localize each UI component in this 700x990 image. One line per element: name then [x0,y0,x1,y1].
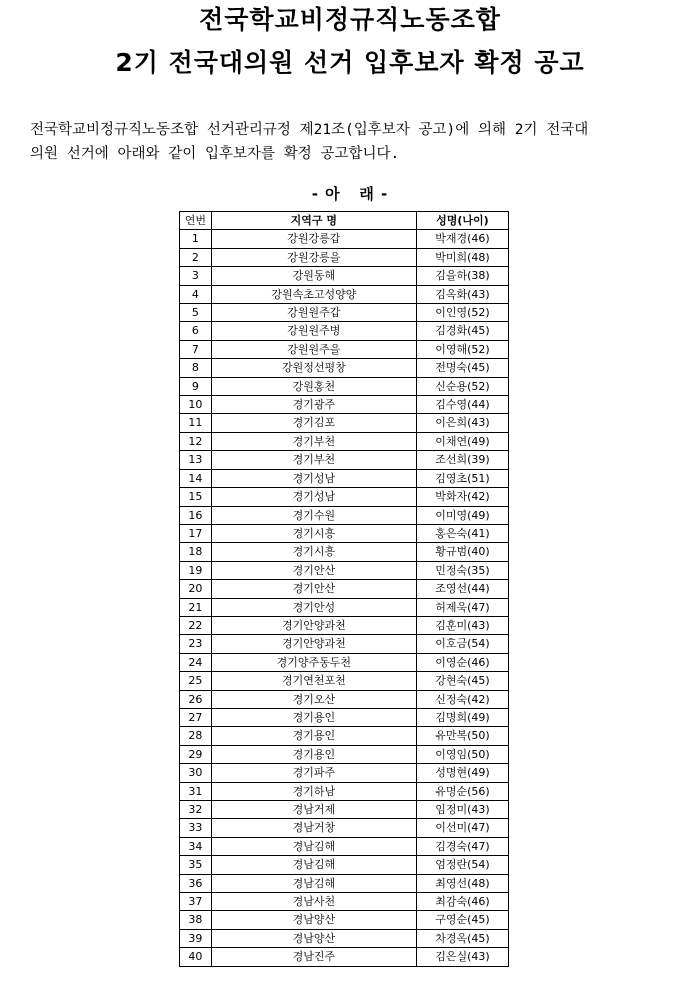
candidate-name-age: 이선미(47) [416,819,508,837]
row-number: 38 [180,911,212,929]
table-row [180,745,509,763]
candidate-name-age: 박화자(42) [416,488,508,506]
row-number: 33 [180,819,212,837]
candidate-name-age: 이영임(50) [416,745,508,763]
candidate-name-age: 유만복(50) [416,727,508,745]
district-name: 경기부천 [211,451,416,469]
column-header-name-age: 성명(나이) [416,212,508,230]
table-row [180,543,509,561]
district-name: 경기안양과천 [211,616,416,634]
column-header-district: 지역구 명 [211,212,416,230]
district-name: 경남양산 [211,911,416,929]
table-row [180,764,509,782]
candidate-name-age: 조선희(39) [416,451,508,469]
table-row [180,359,509,377]
row-number: 10 [180,396,212,414]
candidate-name-age: 임정미(43) [416,801,508,819]
table-row [180,267,509,285]
candidate-name-age: 김수영(44) [416,396,508,414]
district-name: 경기시흥 [211,524,416,542]
district-name: 경기안산 [211,561,416,579]
candidate-name-age: 차경옥(45) [416,929,508,947]
row-number: 16 [180,506,212,524]
district-name: 경기용인 [211,708,416,726]
intro-paragraph [30,118,680,166]
table-row [180,432,509,450]
table-row [180,635,509,653]
row-number: 26 [180,690,212,708]
candidate-name-age: 김영초(51) [416,469,508,487]
district-name: 경남김해 [211,837,416,855]
row-number: 13 [180,451,212,469]
row-number: 18 [180,543,212,561]
row-number: 28 [180,727,212,745]
table-row [180,801,509,819]
table-row [180,561,509,579]
table-header-row [180,212,509,230]
row-number: 32 [180,801,212,819]
district-name: 경기성남 [211,488,416,506]
table-row [180,837,509,855]
row-number: 27 [180,708,212,726]
candidate-name-age: 황규범(40) [416,543,508,561]
district-name: 강원속초고성양양 [211,285,416,303]
row-number: 24 [180,653,212,671]
row-number: 19 [180,561,212,579]
row-number: 34 [180,837,212,855]
candidate-name-age: 신순용(52) [416,377,508,395]
row-number: 36 [180,874,212,892]
candidate-name-age: 구영순(45) [416,911,508,929]
district-name: 강원원주병 [211,322,416,340]
table-row [180,782,509,800]
row-number: 3 [180,267,212,285]
candidate-name-age: 김경숙(47) [416,837,508,855]
district-name: 경기용인 [211,727,416,745]
district-name: 경남거제 [211,801,416,819]
row-number: 6 [180,322,212,340]
table-row [180,708,509,726]
table-row [180,304,509,322]
row-number: 9 [180,377,212,395]
table-row [180,653,509,671]
table-row [180,285,509,303]
row-number: 1 [180,230,212,248]
candidate-name-age: 박재경(46) [416,230,508,248]
row-number: 7 [180,340,212,358]
candidate-name-age: 김옥화(43) [416,285,508,303]
district-name: 경남김해 [211,856,416,874]
candidate-name-age: 이호금(54) [416,635,508,653]
district-name: 경남사천 [211,893,416,911]
district-name: 경기하남 [211,782,416,800]
table-row [180,598,509,616]
candidates-table [179,211,509,967]
candidate-name-age: 성명현(49) [416,764,508,782]
intro-line: 전국학교비정규직노동조합 선거관리규정 제21조(입후보자 공고)에 의해 2기 전국대 [30,122,589,138]
district-name: 경기부천 [211,432,416,450]
table-row [180,322,509,340]
candidate-name-age: 조영선(44) [416,580,508,598]
candidate-name-age: 강현숙(45) [416,672,508,690]
document-subtitle: 2기 전국대의원 선거 입후보자 확정 공고 [115,48,585,77]
table-row [180,690,509,708]
column-header-number: 연번 [180,212,212,230]
table-row [180,377,509,395]
row-number: 12 [180,432,212,450]
candidate-name-age: 김을하(38) [416,267,508,285]
row-number: 2 [180,248,212,266]
candidate-name-age: 엄정란(54) [416,856,508,874]
table-row [180,230,509,248]
table-row [180,414,509,432]
candidate-name-age: 이영해(52) [416,340,508,358]
row-number: 39 [180,929,212,947]
row-number: 35 [180,856,212,874]
row-number: 29 [180,745,212,763]
district-name: 경남거창 [211,819,416,837]
row-number: 23 [180,635,212,653]
table-row [180,340,509,358]
table-row [180,616,509,634]
table-row [180,580,509,598]
row-number: 8 [180,359,212,377]
intro-line: 의원 선거에 아래와 같이 입후보자를 확정 공고합니다. [30,146,400,162]
candidate-name-age: 이채연(49) [416,432,508,450]
row-number: 31 [180,782,212,800]
candidate-name-age: 이영순(46) [416,653,508,671]
candidate-name-age: 김명희(49) [416,708,508,726]
district-name: 경기오산 [211,690,416,708]
row-number: 17 [180,524,212,542]
table-row [180,672,509,690]
table-row [180,451,509,469]
district-name: 경기안양과천 [211,635,416,653]
table-row [180,469,509,487]
row-number: 30 [180,764,212,782]
table-row [180,506,509,524]
section-heading: - 아 래 - [311,185,389,203]
table-row [180,248,509,266]
district-name: 강원강릉을 [211,248,416,266]
district-name: 경기연천포천 [211,672,416,690]
district-name: 경기안성 [211,598,416,616]
district-name: 경기수원 [211,506,416,524]
candidate-name-age: 김은실(43) [416,948,508,966]
district-name: 경기용인 [211,745,416,763]
district-name: 강원동해 [211,267,416,285]
district-name: 경남양산 [211,929,416,947]
candidate-name-age: 최감숙(46) [416,893,508,911]
candidate-name-age: 박미희(48) [416,248,508,266]
table-row [180,874,509,892]
row-number: 37 [180,893,212,911]
row-number: 21 [180,598,212,616]
table-body [180,230,509,966]
table-row [180,524,509,542]
candidate-name-age: 김훈미(43) [416,616,508,634]
table-row [180,893,509,911]
table-row [180,911,509,929]
candidate-name-age: 유명순(56) [416,782,508,800]
table-row [180,948,509,966]
candidate-name-age: 홍은숙(41) [416,524,508,542]
district-name: 경기양주동두천 [211,653,416,671]
table-row [180,727,509,745]
candidate-name-age: 이은희(43) [416,414,508,432]
district-name: 경기시흥 [211,543,416,561]
table-row [180,396,509,414]
district-name: 경남진주 [211,948,416,966]
row-number: 15 [180,488,212,506]
candidate-name-age: 김경화(45) [416,322,508,340]
row-number: 4 [180,285,212,303]
district-name: 경남김해 [211,874,416,892]
table-row [180,488,509,506]
candidate-name-age: 전명숙(45) [416,359,508,377]
candidate-name-age: 허제욱(47) [416,598,508,616]
table-row [180,929,509,947]
document-title: 전국학교비정규직노동조합 [199,5,501,34]
district-name: 강원정선평창 [211,359,416,377]
candidate-name-age: 이인영(52) [416,304,508,322]
row-number: 40 [180,948,212,966]
candidate-name-age: 민정숙(35) [416,561,508,579]
table-row [180,819,509,837]
district-name: 경기안산 [211,580,416,598]
table-row [180,856,509,874]
row-number: 14 [180,469,212,487]
candidate-name-age: 최영선(48) [416,874,508,892]
row-number: 25 [180,672,212,690]
row-number: 22 [180,616,212,634]
row-number: 11 [180,414,212,432]
district-name: 경기광주 [211,396,416,414]
candidate-name-age: 신정숙(42) [416,690,508,708]
district-name: 경기파주 [211,764,416,782]
district-name: 강원강릉갑 [211,230,416,248]
district-name: 강원원주을 [211,340,416,358]
row-number: 5 [180,304,212,322]
district-name: 경기성남 [211,469,416,487]
district-name: 강원원주갑 [211,304,416,322]
district-name: 경기김포 [211,414,416,432]
district-name: 강원홍천 [211,377,416,395]
candidate-name-age: 이미영(49) [416,506,508,524]
row-number: 20 [180,580,212,598]
